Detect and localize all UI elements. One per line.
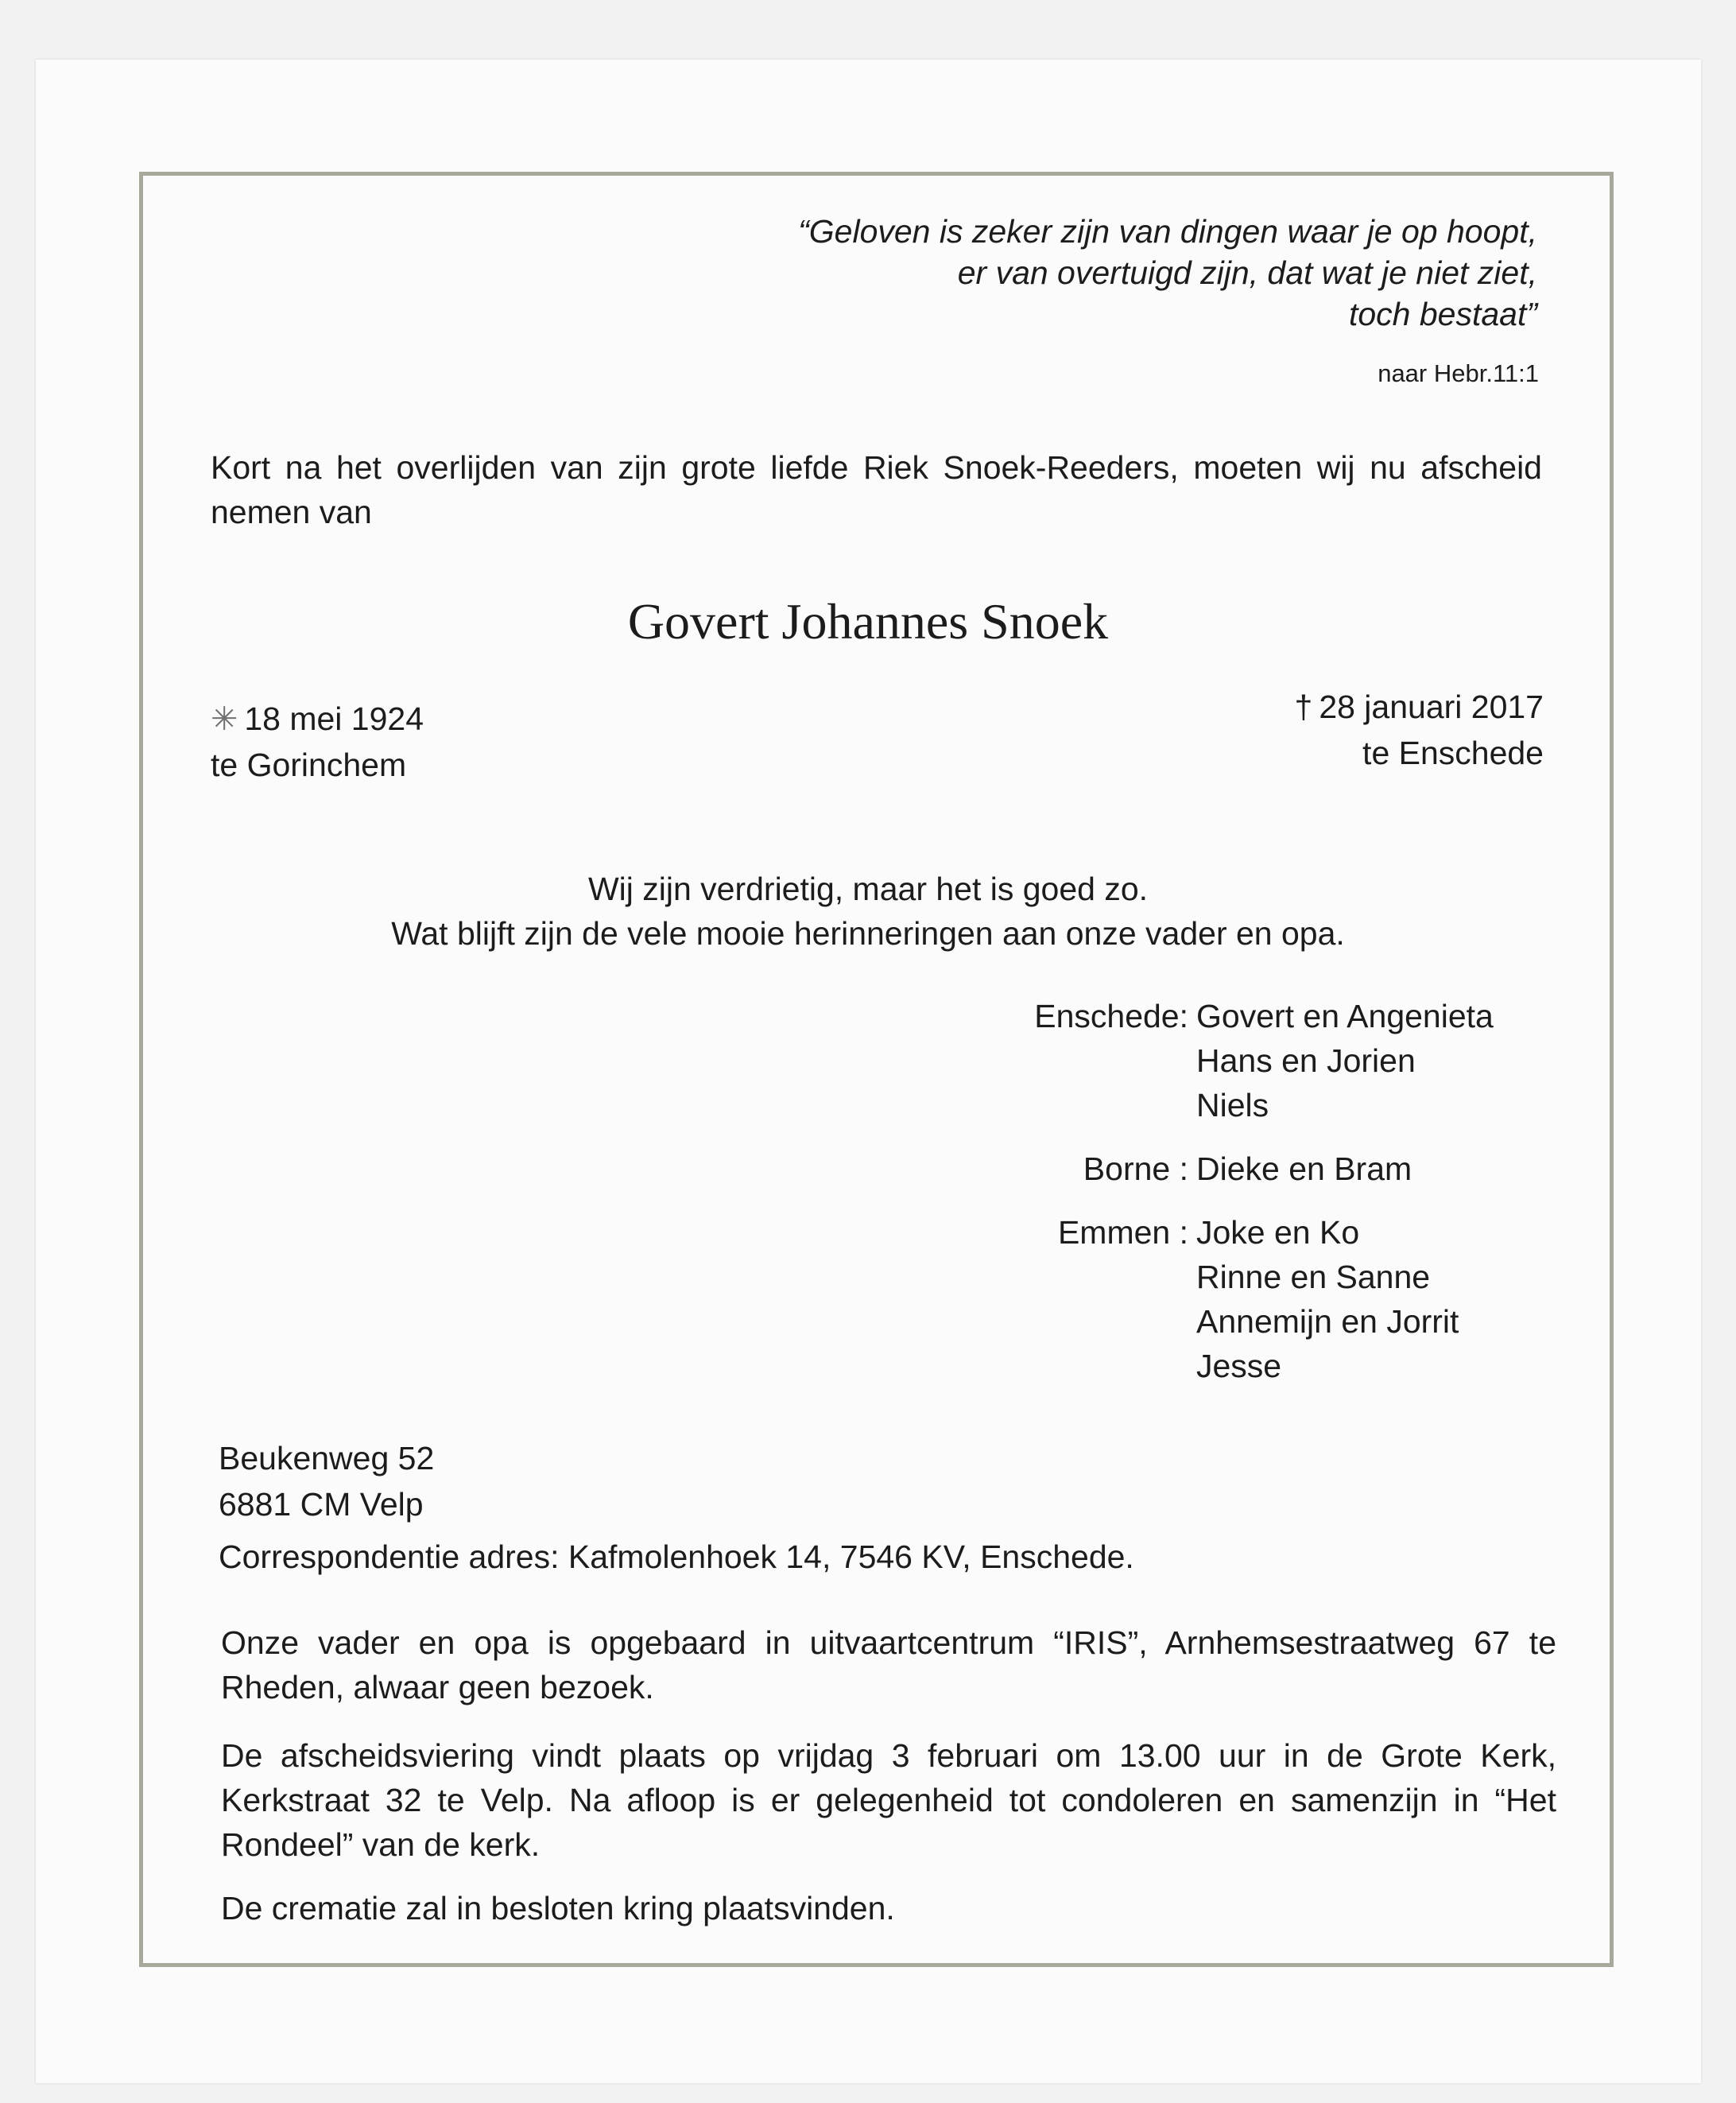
family-group-borne <box>1009 1147 1494 1191</box>
birth-star-icon: ✳ <box>211 700 238 737</box>
viewing-info: Onze vader en opa is opgebaard in uitvaartcentrum “IRIS”, Arnhemsestraatweg 67 te Rheden, alwaar geen bezoek. <box>221 1624 1556 1705</box>
family-names: Annemijn en Jorrit <box>1196 1303 1459 1340</box>
closing-line: Wat blijft zijn de vele mooie herinneringen aan onze vader en opa. <box>391 915 1345 952</box>
death-cross-icon: † <box>1294 689 1313 725</box>
address-city: 6881 CM Velp <box>219 1486 424 1523</box>
birth-place: te Gorinchem <box>211 747 407 783</box>
deceased-name: Govert Johannes Snoek <box>627 593 1109 650</box>
home-address <box>219 1435 434 1527</box>
correspondence-address: Correspondentie adres: Kafmolenhoek 14, 7546 KV, Enschede. <box>219 1538 1134 1575</box>
death-info <box>1295 684 1544 776</box>
death-date: 28 januari 2017 <box>1319 689 1544 725</box>
bible-quote <box>798 211 1537 335</box>
closing-text <box>0 867 1736 956</box>
family-names: Jesse <box>1196 1348 1282 1384</box>
death-place: te Enschede <box>1362 735 1544 771</box>
family-place: Emmen : <box>1057 1214 1188 1251</box>
ceremony-info: De afscheidsviering vindt plaats op vrijdag 3 februari om 13.00 uur in de Grote Kerk, Kerkstraat 32 te Velp. Na afloop is er gelegenheid tot condoleren en samenzijn in “Het Rondeel” van de kerk. <box>221 1737 1556 1863</box>
family-names: Dieke en Bram <box>1196 1150 1412 1187</box>
family-place: Borne : <box>1083 1150 1188 1187</box>
quote-line: toch bestaat” <box>1348 296 1537 332</box>
quote-line: er van overtuigd zijn, dat wat je niet ziet, <box>957 254 1537 291</box>
quote-line: “Geloven is zeker zijn van dingen waar je op hoopt, <box>798 213 1537 250</box>
intro-text: Kort na het overlijden van zijn grote liefde Riek Snoek-Reeders, moeten wij nu afscheid nemen van <box>211 449 1542 530</box>
birth-info <box>211 696 424 788</box>
cremation-info: De crematie zal in besloten kring plaatsvinden. <box>221 1890 895 1926</box>
family-names: Joke en Ko <box>1196 1214 1360 1251</box>
family-place: Enschede: <box>1034 998 1188 1034</box>
family-names: Govert en Angenieta <box>1196 998 1494 1034</box>
family-names: Rinne en Sanne <box>1196 1259 1431 1295</box>
family-names: Niels <box>1196 1087 1269 1123</box>
family-list <box>1009 994 1494 1407</box>
closing-line: Wij zijn verdrietig, maar het is goed zo. <box>587 871 1149 907</box>
address-street: Beukenweg 52 <box>219 1440 435 1476</box>
birth-date: 18 mei 1924 <box>244 700 424 737</box>
quote-source: naar Hebr.11:1 <box>1378 359 1539 387</box>
family-group-emmen <box>1009 1210 1494 1388</box>
family-names: Hans en Jorien <box>1196 1042 1416 1079</box>
family-group-enschede <box>1009 994 1494 1127</box>
